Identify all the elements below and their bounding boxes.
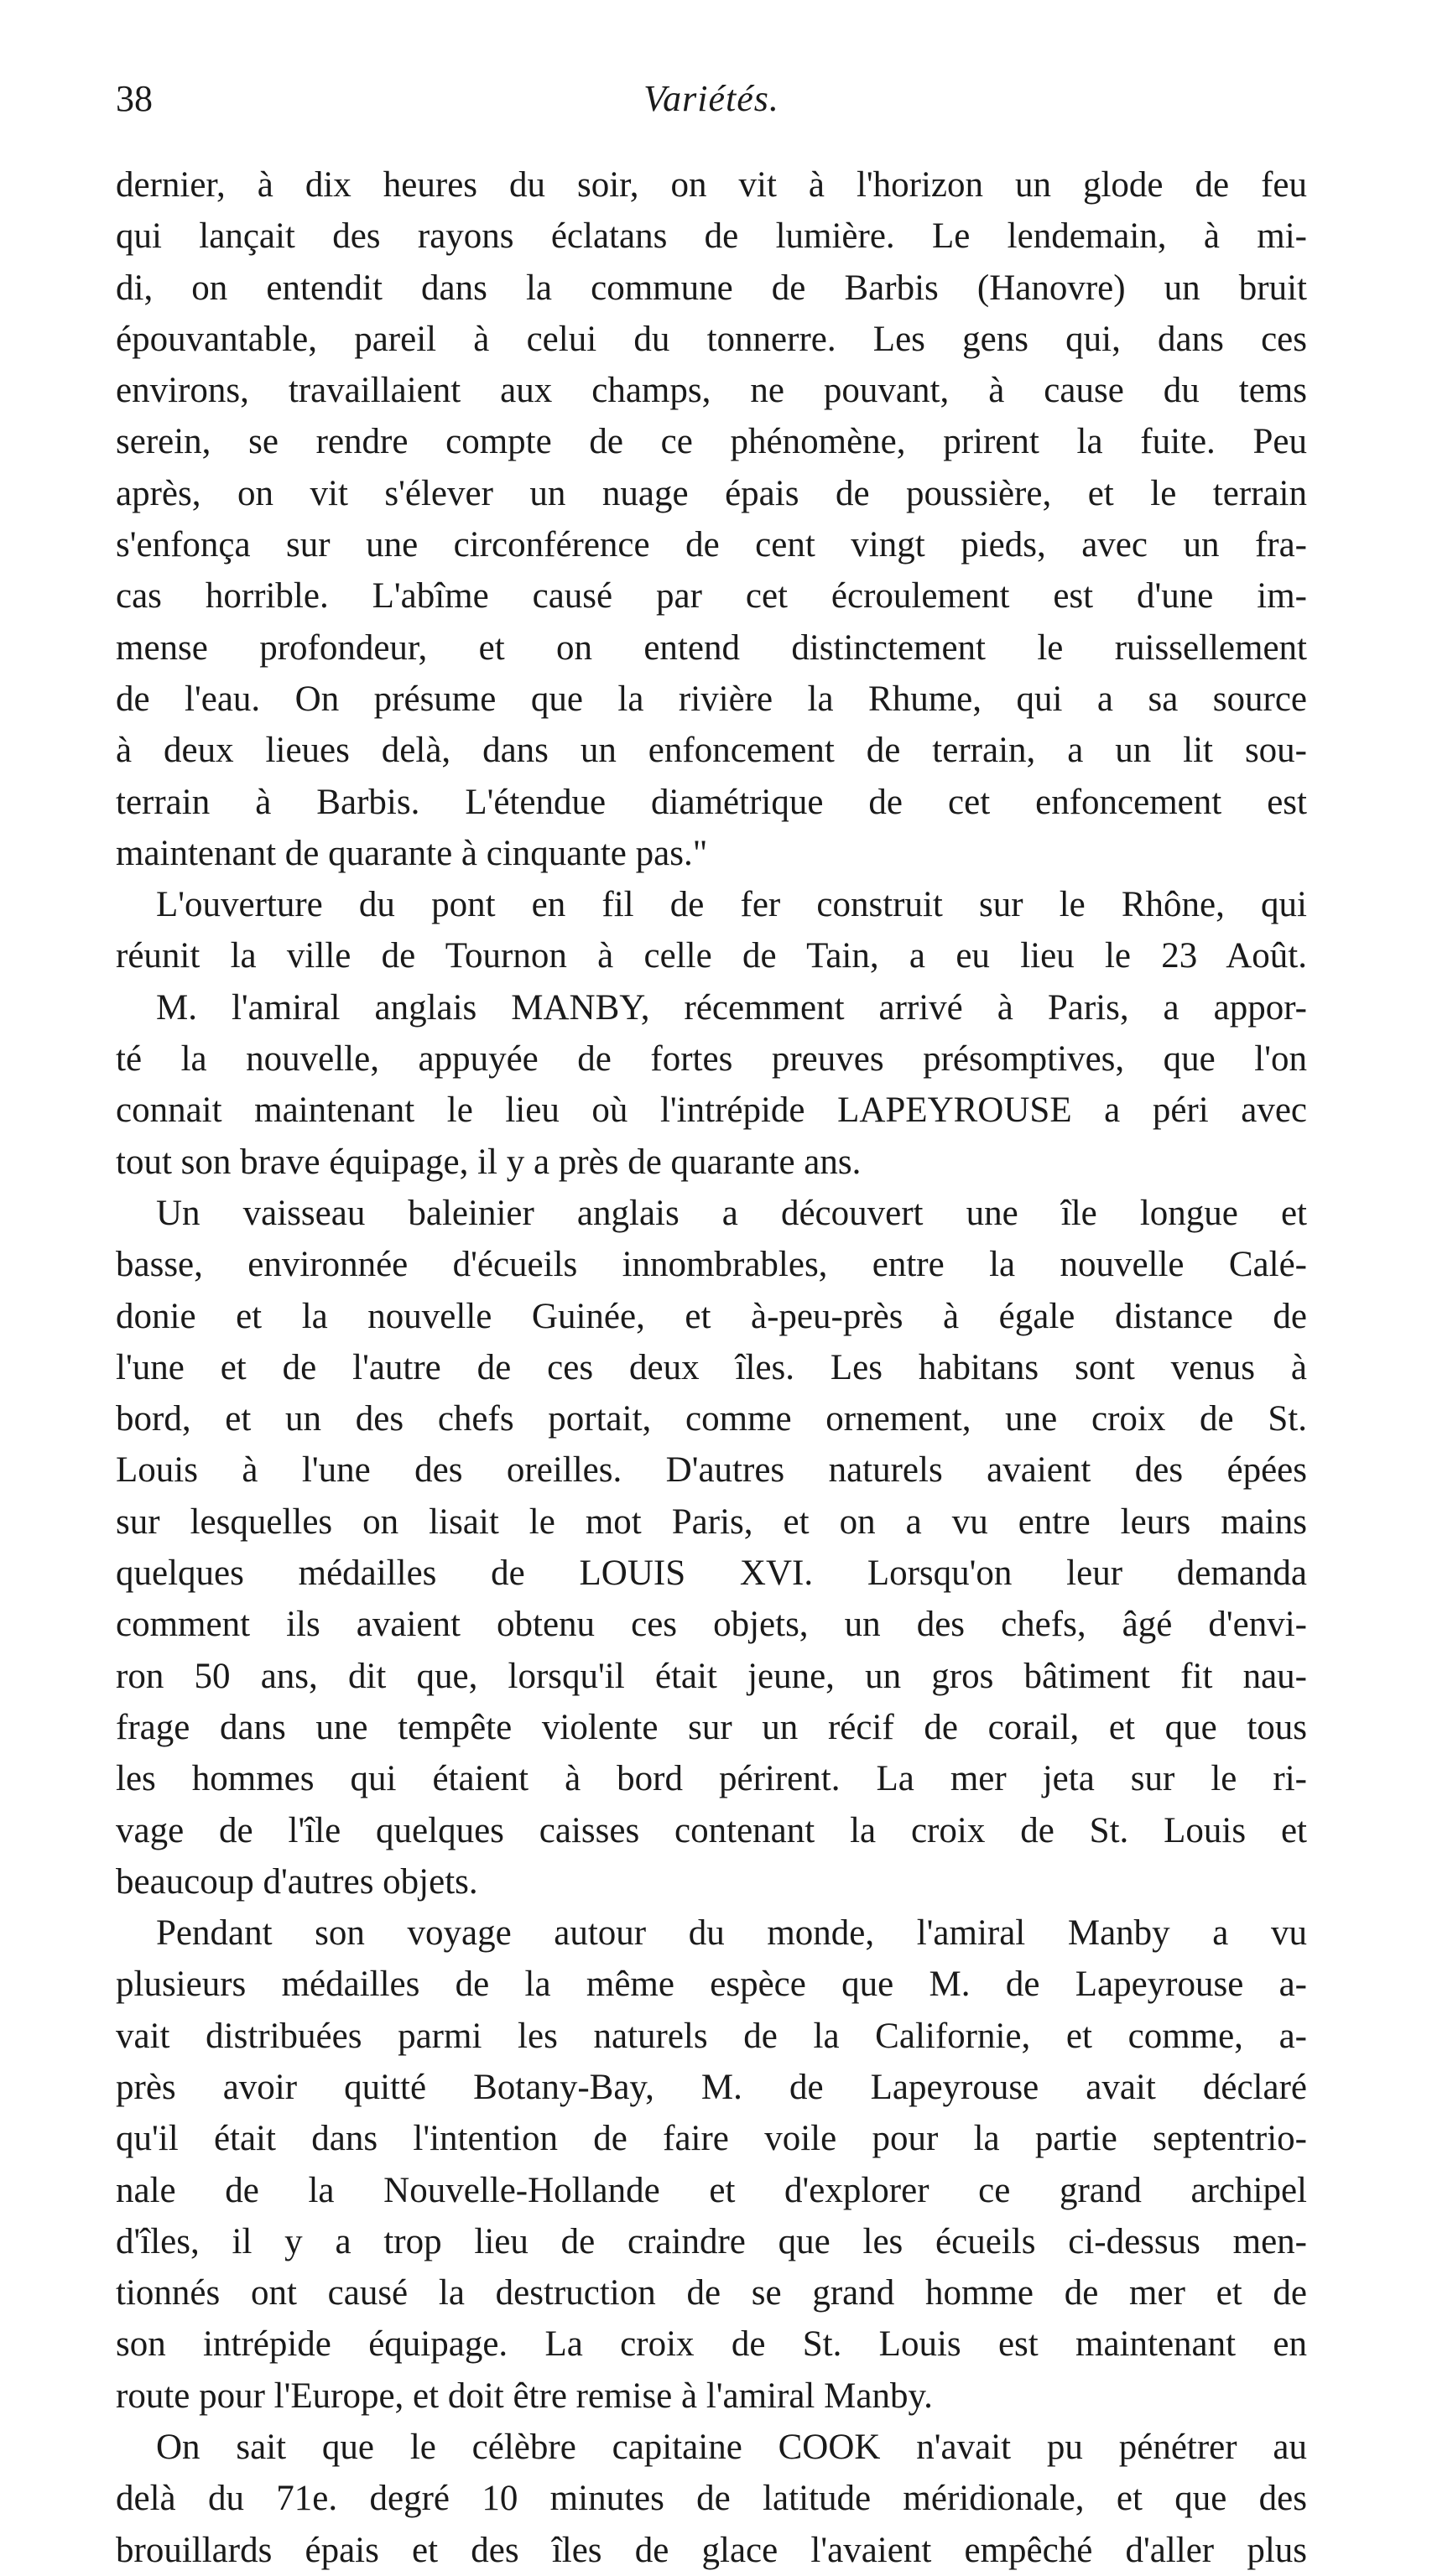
text-line: Louis à l'une des oreilles. D'autres naturels avaient des épées [116, 1450, 1307, 1491]
text-line: son intrépide équipage. La croix de St. Louis est maintenant en [116, 2324, 1307, 2365]
text-line: nale de la Nouvelle-Hollande et d'explorer ce grand archipel [116, 2170, 1307, 2210]
text-line: delà du 71e. degré 10 minutes de latitude méridionale, et que des [116, 2479, 1307, 2519]
text-line: té la nouvelle, appuyée de fortes preuves présomptives, que l'on [116, 1039, 1307, 1080]
text-line: réunit la ville de Tournon à celle de Tain, a eu lieu le 23 Août. [116, 936, 1307, 976]
text-line: dernier, à dix heures du soir, on vit à l'horizon un glode de feu [116, 165, 1307, 205]
text-line: sur lesquelles on lisait le mot Paris, et on a vu entre leurs mains [116, 1501, 1307, 1542]
text-line: brouillards épais et des îles de glace l'avaient empêché d'aller plus [116, 2530, 1307, 2570]
text-line: épouvantable, pareil à celui du tonnerre. Les gens qui, dans ces [116, 319, 1307, 359]
text-line: maintenant de quarante à cinquante pas." [116, 833, 708, 873]
text-line: mense profondeur, et on entend distinctement le ruissellement [116, 627, 1307, 668]
text-line: bord, et un des chefs portait, comme ornement, une croix de St. [116, 1399, 1307, 1439]
text-line: On sait que le célèbre capitaine COOK n'avait pu pénétrer au [156, 2428, 1307, 2468]
text-line: connait maintenant le lieu où l'intrépide LAPEYROUSE a péri avec [116, 1090, 1307, 1131]
text-line: beaucoup d'autres objets. [116, 1861, 478, 1902]
text-line: basse, environnée d'écueils innombrables, entre la nouvelle Calé- [116, 1245, 1307, 1285]
text-line: tionnés ont causé la destruction de se grand homme de mer et de [116, 2273, 1307, 2313]
text-line: M. l'amiral anglais MANBY, récemment arrivé à Paris, a appor- [156, 987, 1307, 1028]
text-line: Pendant son voyage autour du monde, l'amiral Manby a vu [156, 1913, 1307, 1954]
text-line: vait distribuées parmi les naturels de la Californie, et comme, a- [116, 2016, 1307, 2056]
text-line: l'une et de l'autre de ces deux îles. Les habitans sont venus à [116, 1347, 1307, 1387]
text-line: de l'eau. On présume que la rivière la Rhume, qui a sa source [116, 679, 1307, 719]
text-line: frage dans une tempête violente sur un récif de corail, et que tous [116, 1707, 1307, 1747]
text-line: qui lançait des rayons éclatans de lumière. Le lendemain, à mi- [116, 216, 1307, 257]
text-line: à deux lieues delà, dans un enfoncement de terrain, a un lit sou- [116, 731, 1307, 771]
text-line: terrain à Barbis. L'étendue diamétrique de cet enfoncement est [116, 782, 1307, 822]
text-line: L'ouverture du pont en fil de fer construit sur le Rhône, qui [156, 885, 1307, 925]
text-line: ron 50 ans, dit que, lorsqu'il était jeune, un gros bâtiment fit nau- [116, 1656, 1307, 1696]
running-title: Variétés. [643, 78, 779, 119]
text-line: serein, se rendre compte de ce phénomène, prirent la fuite. Peu [116, 422, 1307, 462]
text-line: s'enfonça sur une circonférence de cent vingt pieds, avec un fra- [116, 525, 1307, 565]
text-line: cas horrible. L'abîme causé par cet écroulement est d'une im- [116, 576, 1307, 617]
text-line: les hommes qui étaient à bord périrent. La mer jeta sur le ri- [116, 1759, 1307, 1799]
page-header [116, 74, 1307, 124]
text-line: d'îles, il y a trop lieu de craindre que les écueils ci-dessus men- [116, 2221, 1307, 2261]
text-line: Un vaisseau baleinier anglais a découvert une île longue et [156, 1193, 1307, 1233]
text-line: plusieurs médailles de la même espèce que M. de Lapeyrouse a- [116, 1965, 1307, 2005]
text-line: après, on vit s'élever un nuage épais de poussière, et le terrain [116, 473, 1307, 513]
text-line: di, on entendit dans la commune de Barbis (Hanovre) un bruit [116, 268, 1307, 308]
text-line: tout son brave équipage, il y a près de quarante ans. [116, 1142, 862, 1182]
text-line: environs, travaillaient aux champs, ne pouvant, à cause du tems [116, 371, 1307, 411]
text-line: comment ils avaient obtenu ces objets, un des chefs, âgé d'envi- [116, 1605, 1307, 1645]
text-line: donie et la nouvelle Guinée, et à-peu-près à égale distance de [116, 1296, 1307, 1336]
body-text [116, 159, 1307, 2576]
text-line: quelques médailles de LOUIS XVI. Lorsqu'on leur demanda [116, 1553, 1307, 1594]
page-number: 38 [116, 78, 153, 119]
text-line: qu'il était dans l'intention de faire voile pour la partie septentrio- [116, 2119, 1307, 2159]
text-line: près avoir quitté Botany-Bay, M. de Lapeyrouse avait déclaré [116, 2067, 1307, 2107]
text-line: vage de l'île quelques caisses contenant la croix de St. Louis et [116, 1810, 1307, 1850]
text-line: route pour l'Europe, et doit être remise à l'amiral Manby. [116, 2376, 933, 2416]
